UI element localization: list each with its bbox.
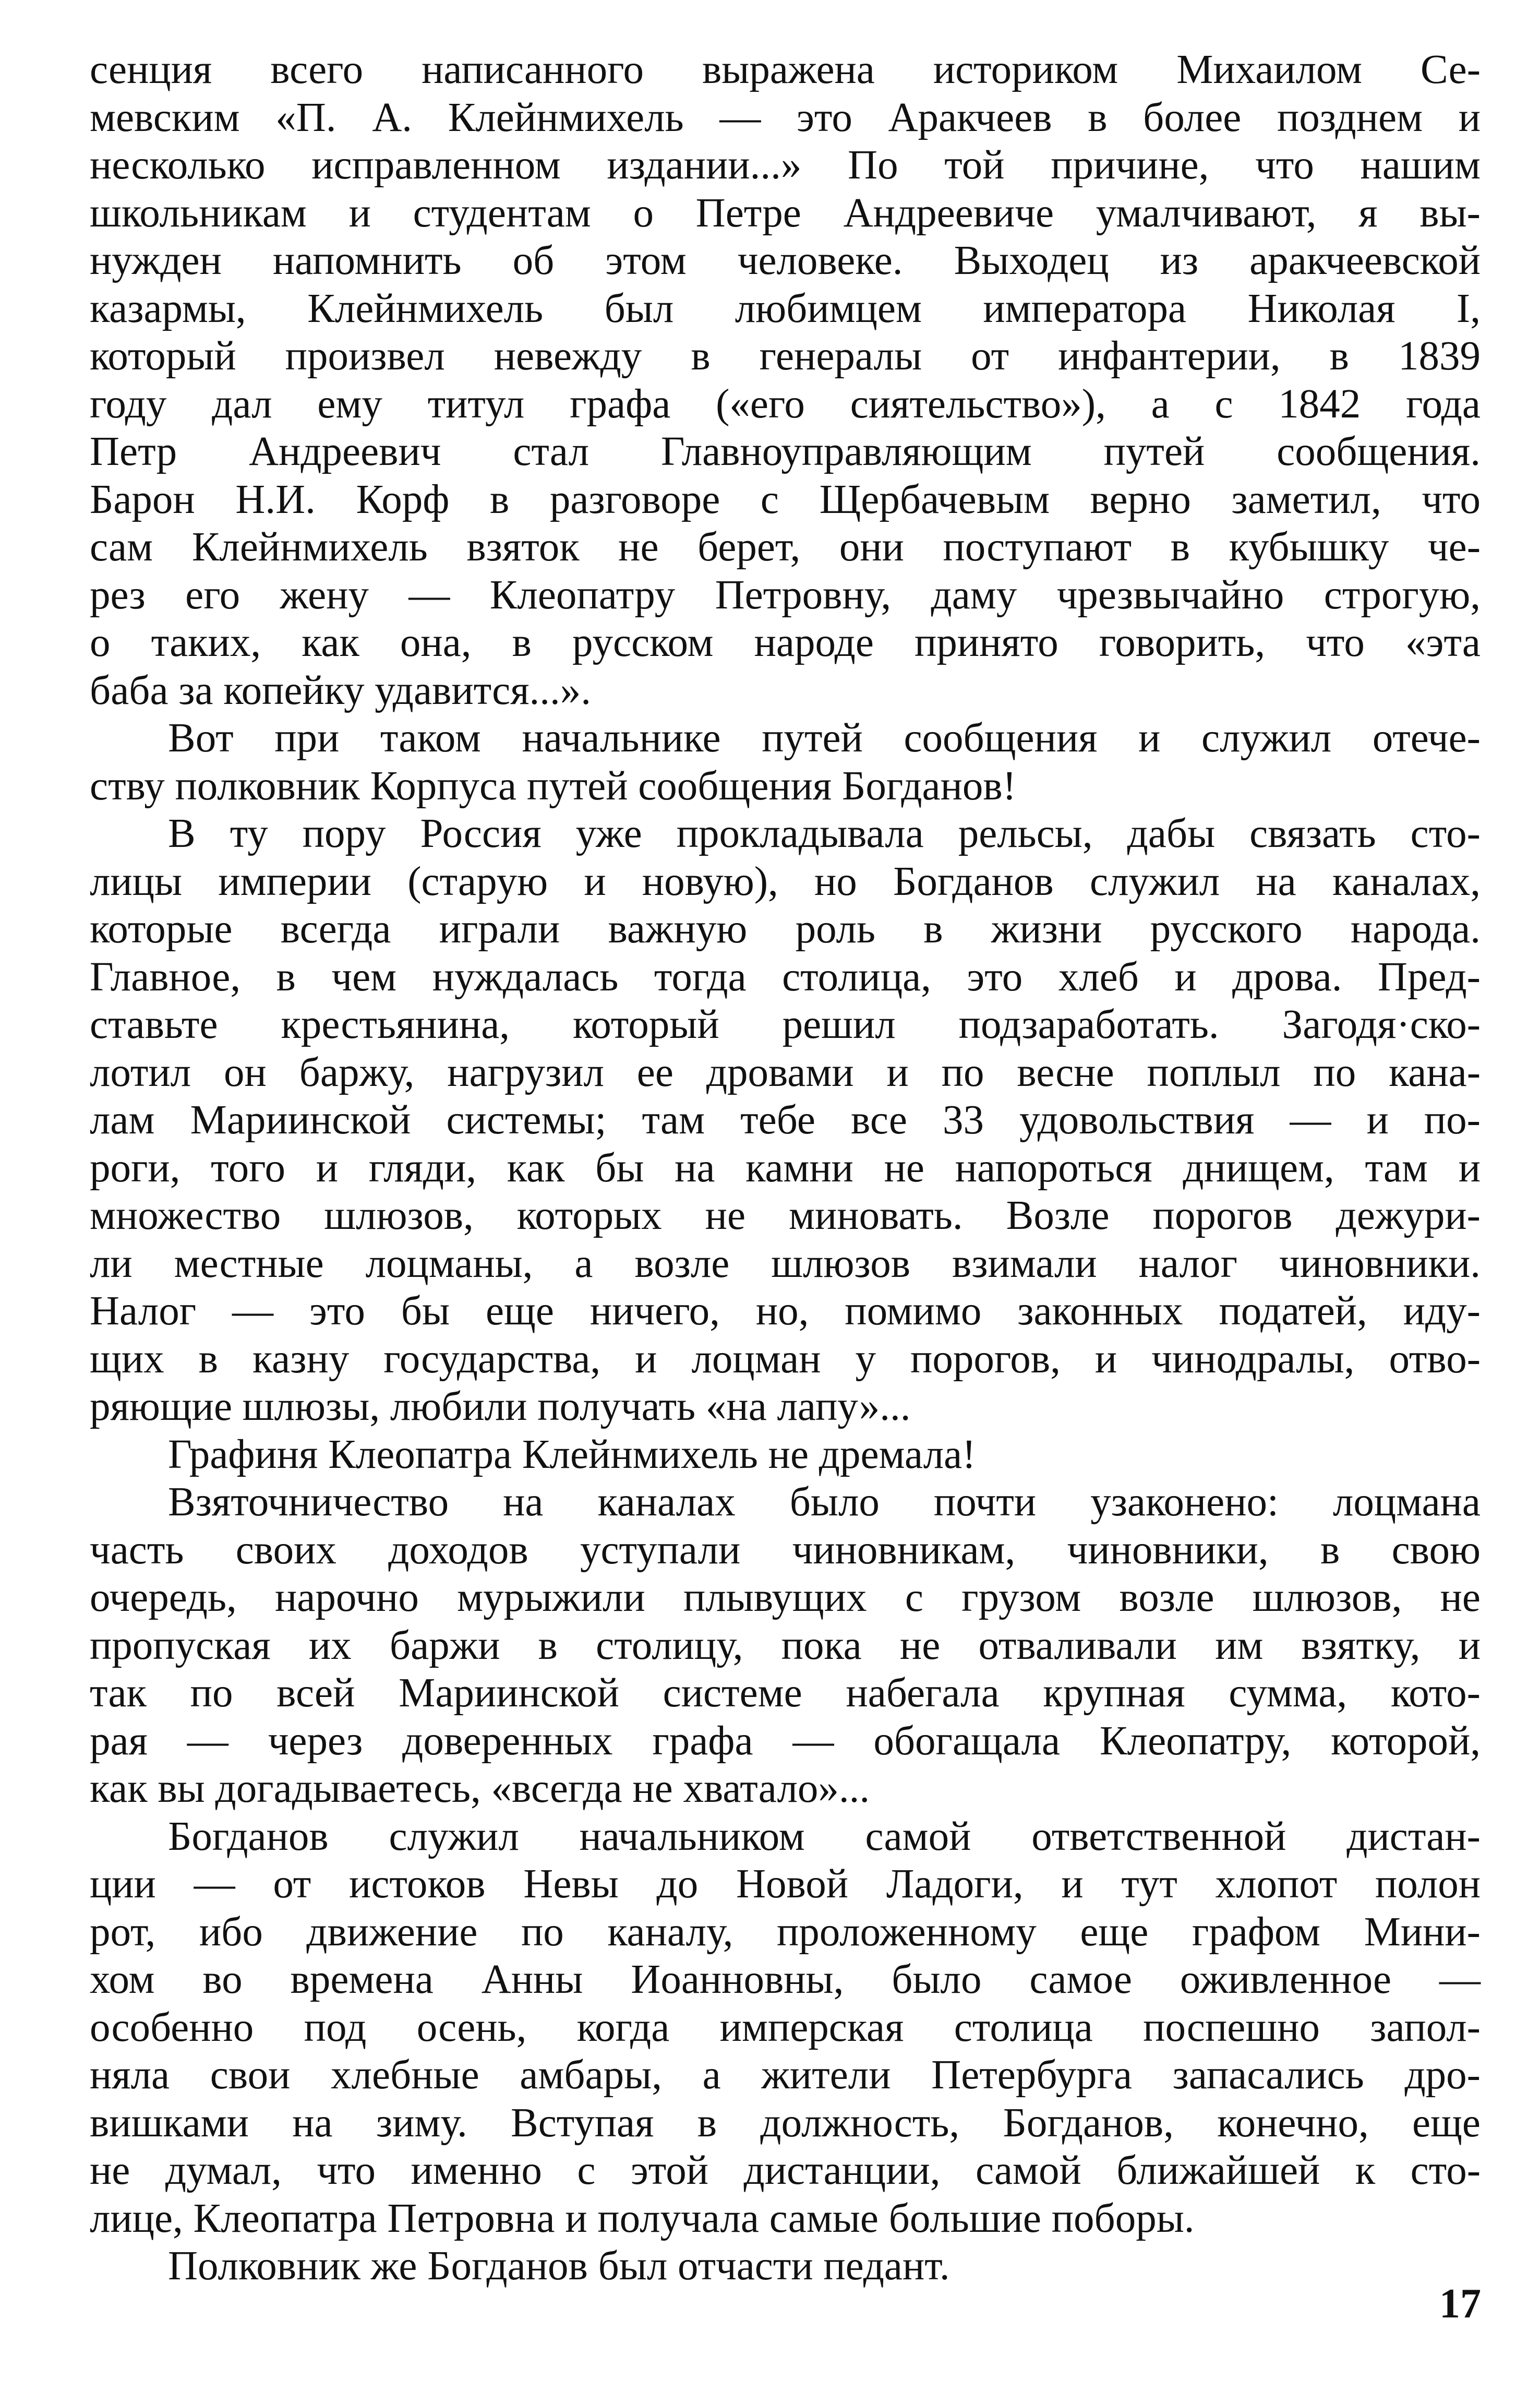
text-line: Налог — это бы еще ничего, но, помимо законных податей, иду- — [90, 1288, 1481, 1334]
text-line: как вы догадываетесь, «всегда не хватало»... — [90, 1766, 870, 1811]
text-line: рез его жену — Клеопатру Петровну, даму чрезвычайно строгую, — [90, 572, 1481, 618]
text-line: В ту пору Россия уже прокладывала рельсы, дабы связать сто- — [168, 811, 1481, 856]
text-line: несколько исправленном издании...» По той причине, что нашим — [90, 142, 1481, 188]
text-line: ции — от истоков Невы до Новой Ладоги, и тут хлопот полон — [90, 1861, 1481, 1907]
text-line: которые всегда играли важную роль в жизни русского народа. — [90, 906, 1481, 952]
text-line: Петр Андреевич стал Главноуправляющим путей сообщения. — [90, 429, 1481, 474]
text-line: Главное, в чем нуждалась тогда столица, это хлеб и дрова. Пред- — [90, 954, 1481, 1000]
text-line: вишками на зиму. Вступая в должность, Богданов, конечно, еще — [90, 2100, 1481, 2146]
text-line: баба за копейку удавится...». — [90, 667, 592, 713]
text-line: нужден напомнить об этом человеке. Выходец из аракчеевской — [90, 238, 1481, 283]
text-line: ли местные лоцманы, а возле шлюзов взимали налог чиновники. — [90, 1240, 1481, 1286]
text-line: Вот при таком начальнике путей сообщения и служил отече- — [168, 715, 1481, 761]
page-number: 17 — [1439, 2281, 1481, 2327]
text-line: Богданов служил начальником самой ответственной дистан- — [168, 1813, 1481, 1859]
text-line: который произвел невежду в генералы от инфантерии, в 1839 — [90, 333, 1481, 379]
text-line: щих в казну государства, и лоцман у порогов, и чинодралы, отво- — [90, 1336, 1481, 1382]
text-line: Полковник же Богданов был отчасти педант. — [168, 2243, 950, 2289]
text-line: Взяточничество на каналах было почти узаконено: лоцмана — [168, 1479, 1481, 1525]
text-line: казармы, Клейнмихель был любимцем императора Николая I, — [90, 285, 1481, 331]
text-line: очередь, нарочно мурыжили плывущих с грузом возле шлюзов, не — [90, 1575, 1481, 1620]
text-line: лам Мариинской системы; там тебе все 33 удовольствия — и по- — [90, 1097, 1481, 1143]
text-line: мевским «П. А. Клейнмихель — это Аракчеев в более позднем и — [90, 94, 1481, 140]
body-text — [90, 46, 1481, 2290]
text-line: лице, Клеопатра Петровна и получала самые большие поборы. — [90, 2195, 1195, 2241]
text-line: рот, ибо движение по каналу, проложенному еще графом Мини- — [90, 1909, 1481, 1955]
text-line: пропуская их баржи в столицу, пока не отваливали им взятку, и — [90, 1622, 1481, 1668]
text-line: лотил он баржу, нагрузил ее дровами и по весне поплыл по кана- — [90, 1049, 1481, 1095]
text-line: лицы империи (старую и новую), но Богданов служил на каналах, — [90, 858, 1481, 904]
text-line: так по всей Мариинской системе набегала крупная сумма, кото- — [90, 1670, 1481, 1716]
text-line: Барон Н.И. Корф в разговоре с Щербачевым верно заметил, что — [90, 476, 1481, 522]
text-line: ставьте крестьянина, который решил подзаработать. Загодя·ско- — [90, 1002, 1481, 1047]
text-line: часть своих доходов уступали чиновникам, чиновники, в свою — [90, 1527, 1481, 1573]
text-line: особенно под осень, когда имперская столица поспешно запол- — [90, 2004, 1481, 2050]
text-line: школьникам и студентам о Петре Андреевиче умалчивают, я вы- — [90, 190, 1481, 236]
text-line: ству полковник Корпуса путей сообщения Богданов! — [90, 763, 1016, 809]
text-line: роги, того и гляди, как бы на камни не напороться днищем, там и — [90, 1145, 1481, 1191]
text-line: не думал, что именно с этой дистанции, самой ближайшей к сто- — [90, 2148, 1481, 2193]
text-line: рая — через доверенных графа — обогащала Клеопатру, которой, — [90, 1718, 1481, 1764]
text-line: сенция всего написанного выражена историком Михаилом Се- — [90, 47, 1481, 92]
text-line: хом во времена Анны Иоанновны, было самое оживленное — — [90, 1957, 1481, 2002]
text-line: о таких, как она, в русском народе принято говорить, что «эта — [90, 620, 1481, 665]
text-line: няла свои хлебные амбары, а жители Петербурга запасались дро- — [90, 2052, 1481, 2098]
text-line: сам Клейнмихель взяток не берет, они поступают в кубышку че- — [90, 524, 1481, 570]
text-line: ряющие шлюзы, любили получать «на лапу»... — [90, 1384, 911, 1429]
text-line: Графиня Клеопатра Клейнмихель не дремала! — [168, 1431, 976, 1477]
text-line: году дал ему титул графа («его сиятельство»), а с 1842 года — [90, 381, 1481, 427]
text-line: множество шлюзов, которых не миновать. Возле порогов дежури- — [90, 1193, 1481, 1238]
